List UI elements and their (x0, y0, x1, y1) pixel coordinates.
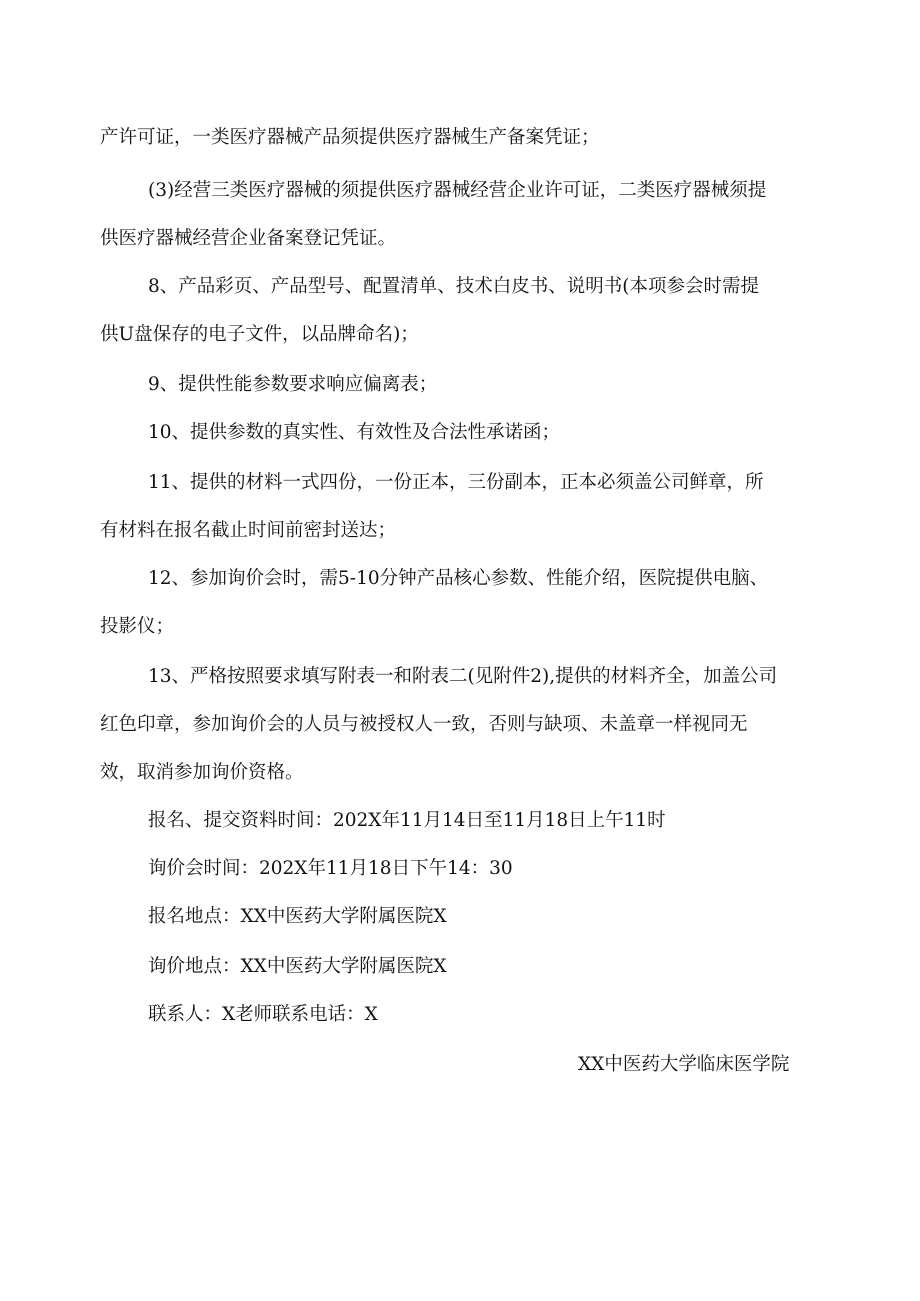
text-line: 9、提供性能参数要求响应偏离表； (148, 374, 438, 395)
text-line: 供U盘保存的电子文件，以品牌命名)； (100, 324, 419, 345)
text-line: 报名地点：XX中医药大学附属医院X (148, 906, 447, 927)
text-line: 11、提供的材料一式四份，一份正本，三份副本，正本必须盖公司鲜章，所 (148, 472, 764, 493)
text-line: 10、提供参数的真实性、有效性及合法性承诺函； (148, 422, 561, 443)
text-line: 联系人：X老师联系电话：X (148, 1004, 378, 1025)
text-line: 询价地点：XX中医药大学附属医院X (148, 956, 447, 977)
text-line: 询价会时间：202X年11月18日下午14：30 (148, 858, 513, 879)
text-line: 13、严格按照要求填写附表一和附表二(见附件2),提供的材料齐全，加盖公司 (148, 666, 778, 687)
text-line: 红色印章，参加询价会的人员与被授权人一致，否则与缺项、未盖章一样视同无 (100, 714, 748, 735)
text-line: 有材料在报名截止时间前密封送达； (100, 520, 397, 541)
text-line: 供医疗器械经营企业备案登记凭证。 (100, 228, 397, 249)
text-line: 投影仪； (100, 616, 175, 637)
text-line: 效，取消参加询价资格。 (100, 762, 304, 783)
text-line: 8、产品彩页、产品型号、配置清单、技术白皮书、说明书(本项参会时需提 (148, 276, 759, 297)
text-line: 报名、提交资料时间：202X年11月14日至11月18日上午11时 (148, 810, 666, 831)
text-line: 产许可证，一类医疗器械产品须提供医疗器械生产备案凭证； (100, 127, 600, 148)
signature: XX中医药大学临床医学院 (578, 1054, 790, 1075)
text-line: (3)经营三类医疗器械的须提供医疗器械经营企业许可证，二类医疗器械须提 (148, 180, 767, 201)
text-line: 12、参加询价会时，需5-10分钟产品核心参数、性能介绍，医院提供电脑、 (148, 568, 769, 589)
